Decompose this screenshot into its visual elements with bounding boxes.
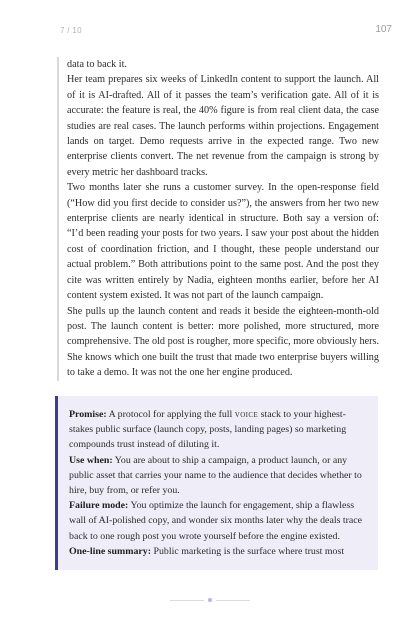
promise-label: Promise: xyxy=(69,409,107,420)
story-paragraph: data to back it. xyxy=(67,59,127,70)
story-paragraph: She pulls up the launch content and reads it beside the eighteen-month-old post. The launch content is better: more polished, more structured, more comprehensive. The old post is rougher, more specific, more obviously hers. She knows which one built the trust that made two enterprise buyers willing to take a demo. It was not the one her engine produced. xyxy=(67,305,379,379)
ornament-rule-left xyxy=(170,600,204,601)
failure-mode-entry xyxy=(69,498,366,544)
failure-mode-label: Failure mode: xyxy=(69,500,129,512)
page-number: 107 xyxy=(375,24,392,35)
story-block xyxy=(57,57,379,381)
use-when-entry xyxy=(69,453,366,499)
ornament-rule-right xyxy=(216,600,250,601)
story-paragraph: Her team prepares six weeks of LinkedIn content to support the launch. All of it is AI-drafted. All of it passes the team’s verification gate. All of it is accurate: the feature is real, the 40% figure is from real client data, the case studies are real cases. The launch performs within projections. Engagement lands on target. Demo requests arrive in the expected range. Two new enterprise clients convert. The net revenue from the campaign is strong by every metric her dashboard tracks. xyxy=(67,74,379,178)
use-when-text: You are about to ship a campaign, a product launch, or any public asset that carries your name to the audience that decides whether to hire, buy from, or refer you. xyxy=(69,454,362,497)
promise-text-end: stack to your highest-stakes public surface (launch copy, posts, landing pages) so marketing compounds trust instead of diluting it. xyxy=(69,409,347,451)
summary-text: Public marketing is the surface where trust most xyxy=(153,545,345,557)
protocol-callout xyxy=(55,396,378,570)
footer-ornament xyxy=(170,597,250,605)
summary-entry xyxy=(69,544,366,559)
use-when-label: Use when: xyxy=(69,454,113,466)
failure-mode-text: You optimize the launch for engagement, ship a flawless wall of AI-polished copy, and wonder six months later why the deals trace back to one rough post you wrote yourself before the engine existed. xyxy=(69,500,363,542)
page-header xyxy=(60,25,392,41)
voice-term: voice xyxy=(234,409,259,420)
promise-text-start: A protocol for applying the full xyxy=(108,409,233,420)
promise-entry xyxy=(69,407,366,453)
story-paragraph: Two months later she runs a customer survey. In the open-response field (“How did you first decide to consider us?”), the answers from her two new enterprise clients are nearly identical in structure. Both say a version of: “I’d been reading your posts for two years. I saw your post about the hidden cost of coordination friction, and I thought, these people understand our actual problem.” Both attributions point to the same post. And the post they cite was written entirely by Nadia, eighteen months earlier, before her AI content system existed. It was not part of the launch campaign. xyxy=(67,182,379,302)
summary-label: One-line summary: xyxy=(69,545,152,557)
ornament-dot-icon xyxy=(208,598,212,602)
chapter-progress: 7 / 10 xyxy=(60,26,82,35)
